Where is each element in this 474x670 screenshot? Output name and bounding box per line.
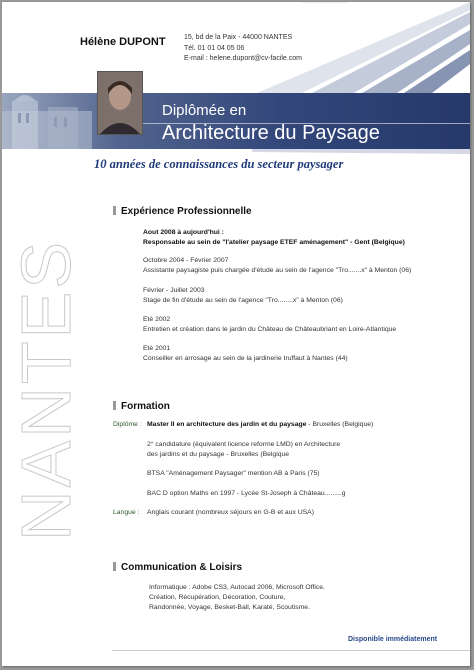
formation-btsa: BTSA "Aménagement Paysager" mention AB à Paris (75) xyxy=(147,470,320,477)
section-marker xyxy=(113,401,116,410)
formation-candidature: 2° candidature (équivalent licence reforme LMD) en Architecture des jardins et du paysage - Bruxelles (Belgique xyxy=(147,441,341,458)
loisirs-text: Informatique : Adobe CS3, Autocad 2006, Microsoft Office. Création, Récupération, Décoration, Couture, Randonnée, Voyage, Besket-Ball, Karaté, Scoutisme. xyxy=(149,584,325,611)
experience-item: Eté 2002 Entretien et création dans le jardin du Château de Châteaubriant en Loire-Atlantique xyxy=(143,316,397,333)
footer-divider xyxy=(112,650,470,651)
section-experience-title: Expérience Professionnelle xyxy=(113,206,252,217)
availability-note: Disponible immédiatement xyxy=(348,636,438,643)
banner-title-line1: Diplômée en xyxy=(162,102,247,119)
experience-item: Octobre 2004 - Février 2007 Assistante paysagiste puis chargée d'étude au sein de l'agence "Tro.......x" à Menton (06) xyxy=(143,257,412,274)
cv-page xyxy=(2,2,470,666)
contact-block xyxy=(184,33,302,65)
experience-item: Aout 2008 à aujourd'hui : Responsable au sein de "l'atelier paysage ETEF aménagement" - Gent (Belgique) xyxy=(143,229,405,246)
formation-master: Master II en architecture des jardin et du paysage - Bruxelles (Belgique) xyxy=(147,421,374,428)
banner-title-line2: Architecture du Paysage xyxy=(162,122,380,144)
section-marker xyxy=(113,562,116,571)
tagline: 10 années de connaissances du secteur paysager xyxy=(94,157,344,171)
section-formation-title: Formation xyxy=(113,401,170,412)
section-marker xyxy=(113,206,116,215)
experience-item: Février - Juillet 2003 Stage de fin d'étude au sein de l'agence "Tro........x" à Menton (06) xyxy=(143,287,343,304)
diploma-label: Diplôme : xyxy=(113,421,142,428)
experience-item: Eté 2001 Conseiller en arrosage au sein de la jardinerie truffaut à Nantes (44) xyxy=(143,345,348,362)
candidate-name: Hélène DUPONT xyxy=(80,36,166,48)
formation-bac: BAC D option Maths en 1997 - Lycée St-Joseph à Château.........g xyxy=(147,490,346,497)
email: E-mail : helene.dupont@cv-facile.com xyxy=(184,55,302,62)
vertical-city-text: NANTES xyxy=(7,239,85,541)
phone: Tél. 01 01 04 05 06 xyxy=(184,44,245,52)
avatar-silhouette xyxy=(98,72,142,134)
profile-photo xyxy=(97,71,143,135)
address: 15, bd de la Paix - 44000 NANTES xyxy=(184,34,293,41)
formation-langue: Anglais courant (nombreux séjours en G-B et aux USA) xyxy=(147,509,314,516)
section-loisirs-title: Communication & Loisirs xyxy=(113,562,242,573)
langue-label: Langue : xyxy=(113,509,140,516)
